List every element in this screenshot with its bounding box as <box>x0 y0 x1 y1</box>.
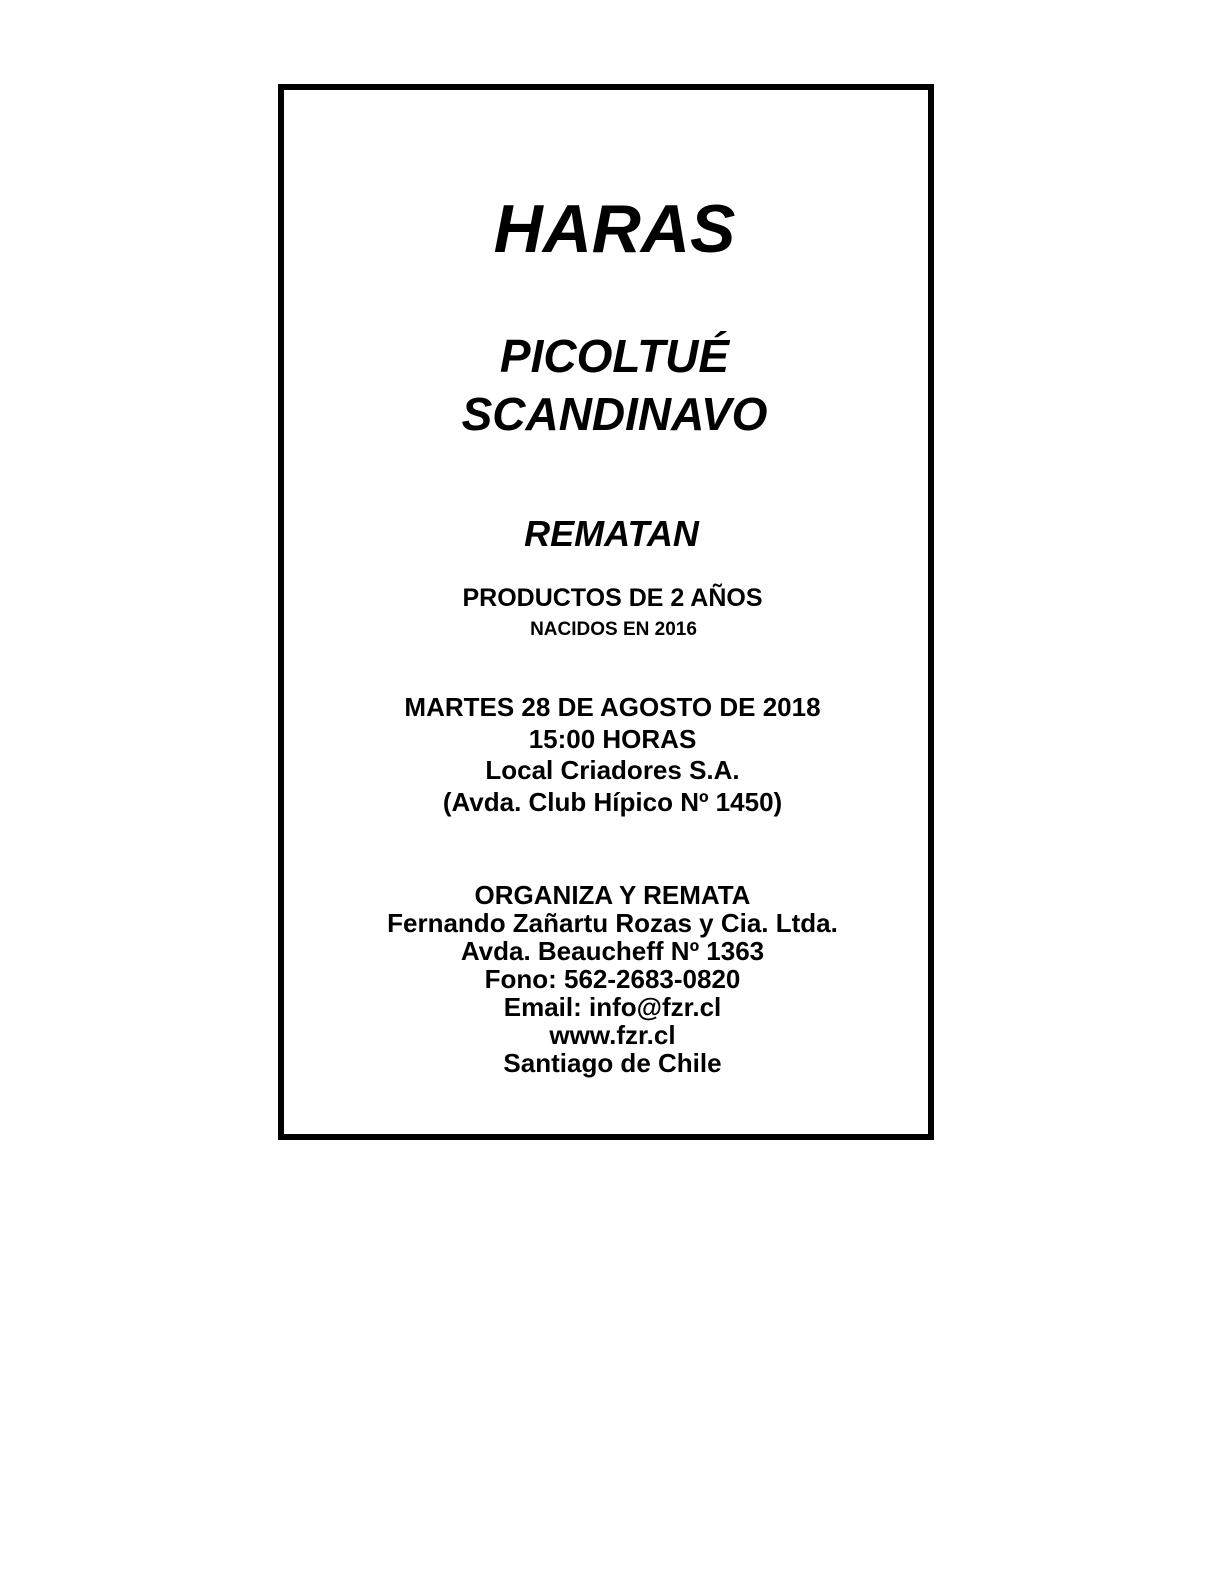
organizer-website: www.fzr.cl <box>549 1020 676 1050</box>
organizer-company: Fernando Zañartu Rozas y Cia. Ltda. <box>387 908 838 938</box>
organizer-heading: ORGANIZA Y REMATA <box>474 880 751 910</box>
products-description: PRODUCTOS DE 2 AÑOS <box>462 584 763 612</box>
event-address: (Avda. Club Hípico Nº 1450) <box>442 786 783 817</box>
event-time: 15:00 HORAS <box>528 723 697 754</box>
haras-name-line-2: SCANDINAVO <box>461 388 768 440</box>
event-details <box>0 692 1225 818</box>
organizer-phone: Fono: 562-2683-0820 <box>484 964 741 994</box>
event-date: MARTES 28 DE AGOSTO DE 2018 <box>404 692 821 722</box>
organizer-details <box>0 881 1225 1077</box>
document-title: HARAS <box>493 191 736 267</box>
birth-year-note: NACIDOS EN 2016 <box>530 619 697 640</box>
action-heading: REMATAN <box>524 513 699 554</box>
haras-name-line-1: PICOLTUÉ <box>499 330 730 382</box>
event-venue: Local Criadores S.A. <box>485 755 740 785</box>
organizer-address: Avda. Beaucheff Nº 1363 <box>460 936 765 966</box>
organizer-email: Email: info@fzr.cl <box>503 992 722 1022</box>
organizer-city: Santiago de Chile <box>503 1048 722 1078</box>
